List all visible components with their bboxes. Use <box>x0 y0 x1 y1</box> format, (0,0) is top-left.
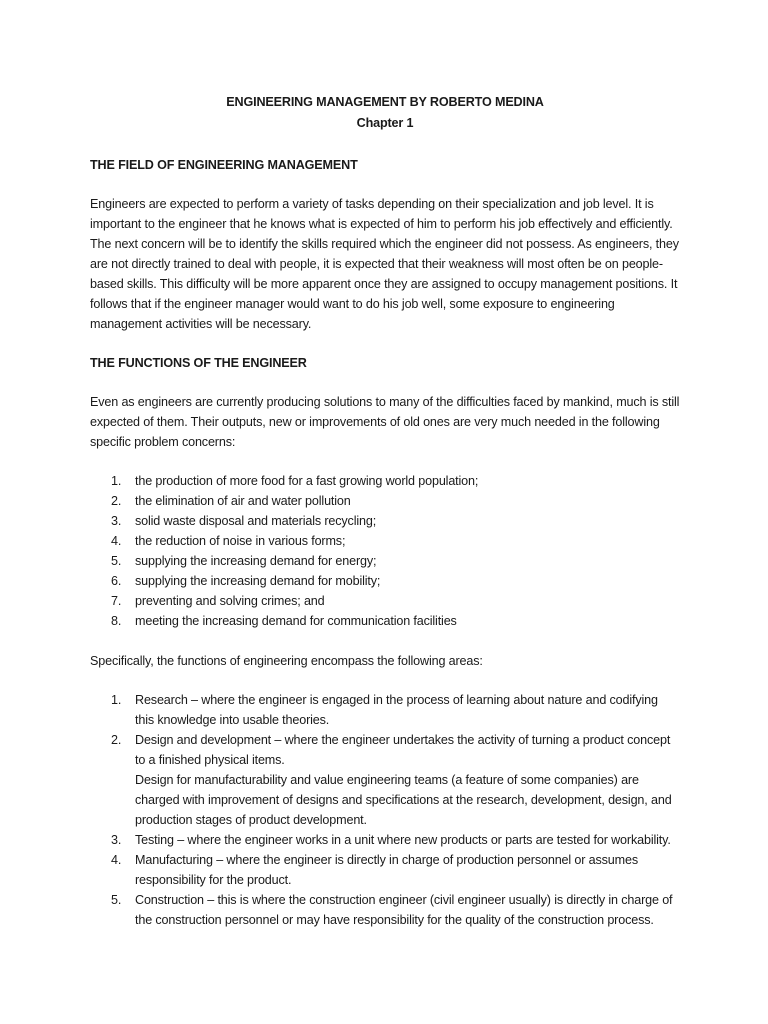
list-item <box>90 551 680 571</box>
problem-concerns-list <box>90 471 680 631</box>
list-item <box>90 850 680 890</box>
list-item-text: Design and development – where the engineer undertakes the activity of turning a product concept to a finished physical items. <box>135 733 671 767</box>
document-content <box>90 92 680 950</box>
list-item-text: Testing – where the engineer works in a unit where new products or parts are tested for workability. <box>135 833 671 847</box>
list-item-text: solid waste disposal and materials recycling; <box>135 514 377 528</box>
list-item <box>90 890 680 930</box>
engineering-areas-list <box>90 690 680 930</box>
list-item-subparagraph: Design for manufacturability and value engineering teams (a feature of some companies) are charged with improvement of designs and specifications at the research, development, design, and production stages of product development. <box>135 773 672 827</box>
functions-paragraph: Even as engineers are currently producing solutions to many of the difficulties faced by mankind, much is still expected of them. Their outputs, new or improvements of old ones are very much needed in the following specific problem concerns: <box>90 395 680 449</box>
list-number: 6. <box>111 574 122 588</box>
section-heading-functions: THE FUNCTIONS OF THE ENGINEER <box>90 356 307 370</box>
list-number: 1. <box>111 693 122 707</box>
list-item <box>90 611 680 631</box>
list-item-text: Construction – this is where the construction engineer (civil engineer usually) is directly in charge of the construction personnel or may have responsibility for the quality of the construction process. <box>135 893 673 927</box>
list-item <box>90 830 680 850</box>
document-title: ENGINEERING MANAGEMENT BY ROBERTO MEDINA <box>226 95 544 109</box>
list-item-text: preventing and solving crimes; and <box>135 594 325 608</box>
list-item <box>90 591 680 611</box>
areas-intro-paragraph: Specifically, the functions of engineering encompass the following areas: <box>90 654 483 668</box>
list-item-text: meeting the increasing demand for communication facilities <box>135 614 457 628</box>
list-number: 2. <box>111 733 122 747</box>
list-item-text: the reduction of noise in various forms; <box>135 534 346 548</box>
chapter-label: Chapter 1 <box>356 116 414 130</box>
list-number: 5. <box>111 893 122 907</box>
list-item <box>90 471 680 491</box>
list-item <box>90 531 680 551</box>
list-item <box>90 730 680 830</box>
list-number: 5. <box>111 554 122 568</box>
list-item-text: the elimination of air and water pollution <box>135 494 351 508</box>
list-number: 8. <box>111 614 122 628</box>
list-number: 1. <box>111 474 122 488</box>
section-heading-field: THE FIELD OF ENGINEERING MANAGEMENT <box>90 158 358 172</box>
list-item <box>90 571 680 591</box>
list-item-text: supplying the increasing demand for energy; <box>135 554 377 568</box>
list-item <box>90 511 680 531</box>
list-item-text: the production of more food for a fast growing world population; <box>135 474 479 488</box>
list-number: 3. <box>111 833 122 847</box>
list-number: 2. <box>111 494 122 508</box>
list-number: 3. <box>111 514 122 528</box>
list-number: 4. <box>111 534 122 548</box>
list-item-text: Research – where the engineer is engaged in the process of learning about nature and codifying this knowledge into usable theories. <box>135 693 658 727</box>
list-item <box>90 491 680 511</box>
list-number: 7. <box>111 594 122 608</box>
list-number: 4. <box>111 853 122 867</box>
list-item <box>90 690 680 730</box>
list-item-text: supplying the increasing demand for mobility; <box>135 574 381 588</box>
field-paragraph: Engineers are expected to perform a variety of tasks depending on their specialization and job level. It is important to the engineer that he knows what is expected of him to perform his job effectively and efficiently. The next concern will be to identify the skills required which the engineer did not possess. As engineers, they are not directly trained to deal with people, it is expected that their weakness will most often be on people-based skills. This difficulty will be more apparent once they are assigned to occupy management positions. It follows that if the engineer manager would want to do his job well, some exposure to engineering management activities will be necessary. <box>90 197 679 331</box>
list-item-text: Manufacturing – where the engineer is directly in charge of production personnel or assumes responsibility for the product. <box>135 853 638 887</box>
